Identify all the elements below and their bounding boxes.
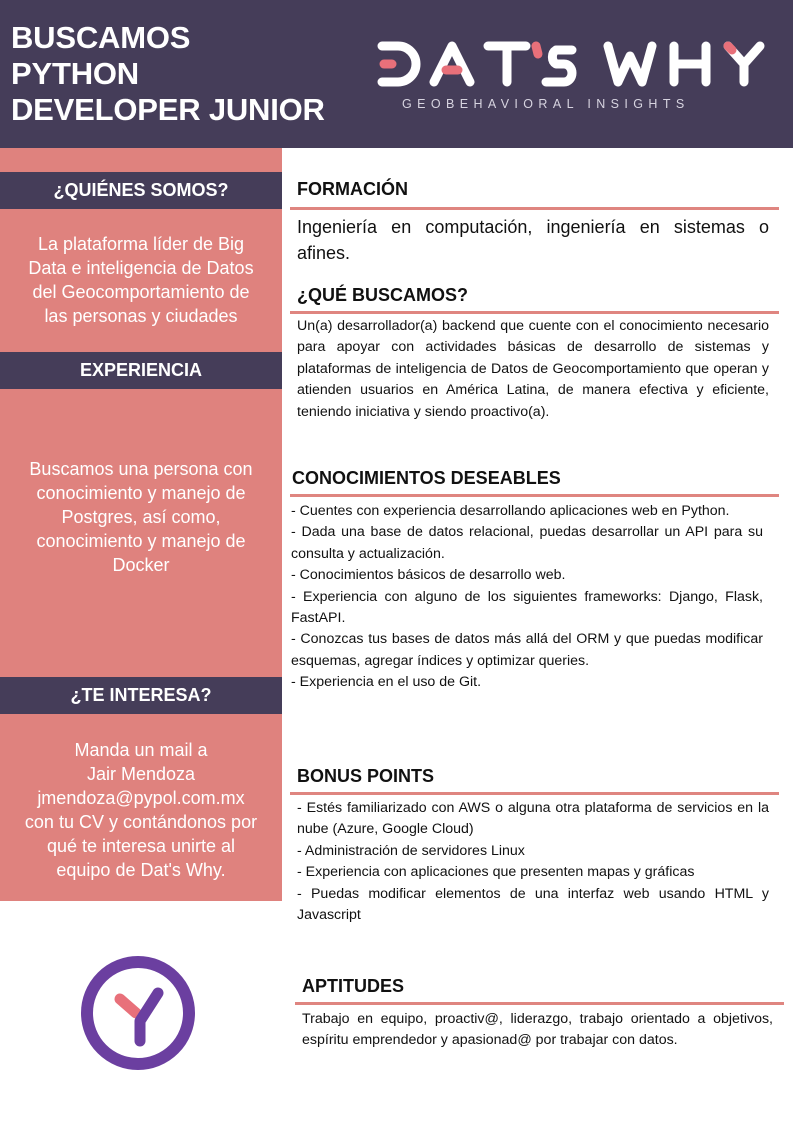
dats-why-logo-icon (376, 40, 768, 90)
logo-tagline: GEOBEHAVIORAL INSIGHTS (402, 97, 690, 111)
job-title-line: DEVELOPER JUNIOR (11, 92, 325, 127)
formacion-rule (290, 207, 779, 210)
job-title-line: BUSCAMOS (11, 20, 191, 55)
experiencia-block (0, 389, 282, 677)
aptitudes-text: Trabajo en equipo, proactiv@, liderazgo, trabajo orientado a objetivos, espíritu emprendedor y apasionad@ por trabajar con datos. (302, 1011, 773, 1049)
list-item: - Puedas modificar elementos de una interfaz web usando HTML y Javascript (297, 885, 769, 924)
conocimientos-rule (290, 494, 779, 497)
list-item: - Cuentes con experiencia desarrollando aplicaciones web en Python. (291, 503, 730, 519)
interesa-heading: ¿TE INTERESA? (0, 677, 282, 714)
list-item: - Conocimientos básicos de desarrollo web. (291, 567, 566, 584)
interesa-line: con tu CV y contándonos por (24, 812, 258, 832)
interesa-line: Jair Mendoza (86, 764, 196, 784)
quienes-line: Data e inteligencia de Datos (28, 258, 254, 278)
experiencia-line: Buscamos una persona con (29, 459, 253, 479)
buscamos-text: Un(a) desarrollador(a) backend que cuente con el conocimiento necesario para apoyar con actividades básicas de desarrollo de sistemas y plataformas de inteligencia de Datos de Geocomportamiento que operan y atienden usuarios en América Latina, de manera efectiva y eficiente, teniendo iniciativa y siendo proactivo(a). (297, 318, 769, 420)
list-item: - Experiencia con alguno de los siguientes frameworks: Django, Flask, FastAPI. (291, 588, 763, 627)
bonus-rule (290, 792, 779, 795)
quienes-line: del Geocomportamiento de (32, 282, 250, 302)
experiencia-line: conocimiento y manejo de (36, 483, 246, 503)
list-item: - Administración de servidores Linux (297, 842, 525, 859)
y-circle-logo-icon (80, 955, 196, 1071)
list-item: - Estés familiarizado con AWS o alguna otra plataforma de servicios en la nube (Azure, Google Cloud) (297, 800, 769, 838)
aptitudes-title: APTITUDES (302, 976, 405, 996)
sidebar-top-band (0, 148, 282, 172)
quienes-block (0, 209, 282, 352)
list-item: - Conozcas tus bases de datos más allá del ORM y que puedas modificar esquemas, agregar índices y optimizar queries. (291, 631, 763, 669)
bonus-list (297, 798, 769, 926)
job-title-line: PYTHON (11, 56, 139, 91)
list-item: - Experiencia en el uso de Git. (291, 674, 482, 691)
formacion-title: FORMACIÓN (297, 179, 408, 199)
header-banner (0, 0, 793, 148)
contact-email[interactable]: jmendoza@pypol.com.mx (37, 788, 245, 808)
quienes-line: las personas y ciudades (44, 306, 238, 326)
list-item: - Dada una base de datos relacional, puedas desarrollar un API para su consulta y actualización. (291, 524, 763, 562)
buscamos-title: ¿QUÉ BUSCAMOS? (297, 285, 468, 305)
interesa-block (0, 714, 282, 901)
experiencia-line: Docker (112, 555, 170, 575)
interesa-line: qué te interesa unirte al (46, 836, 236, 856)
quienes-line: La plataforma líder de Big (37, 234, 245, 254)
buscamos-rule (290, 311, 779, 314)
experiencia-line: Postgres, así como, (61, 507, 221, 527)
bonus-title: BONUS POINTS (297, 766, 435, 786)
conocimientos-title: CONOCIMIENTOS DESEABLES (292, 468, 561, 488)
interesa-line: Manda un mail a (74, 740, 208, 760)
formacion-text: Ingeniería en computación, ingeniería en sistemas o afines. (297, 217, 769, 263)
job-title (11, 20, 325, 128)
conocimientos-list (291, 501, 763, 694)
quienes-heading: ¿QUIÉNES SOMOS? (0, 172, 282, 209)
experiencia-line: conocimiento y manejo de (36, 531, 246, 551)
experiencia-heading: EXPERIENCIA (0, 352, 282, 389)
interesa-line: equipo de Dat's Why. (56, 860, 226, 880)
aptitudes-rule (295, 1002, 784, 1005)
list-item: - Experiencia con aplicaciones que presenten mapas y gráficas (297, 864, 695, 881)
